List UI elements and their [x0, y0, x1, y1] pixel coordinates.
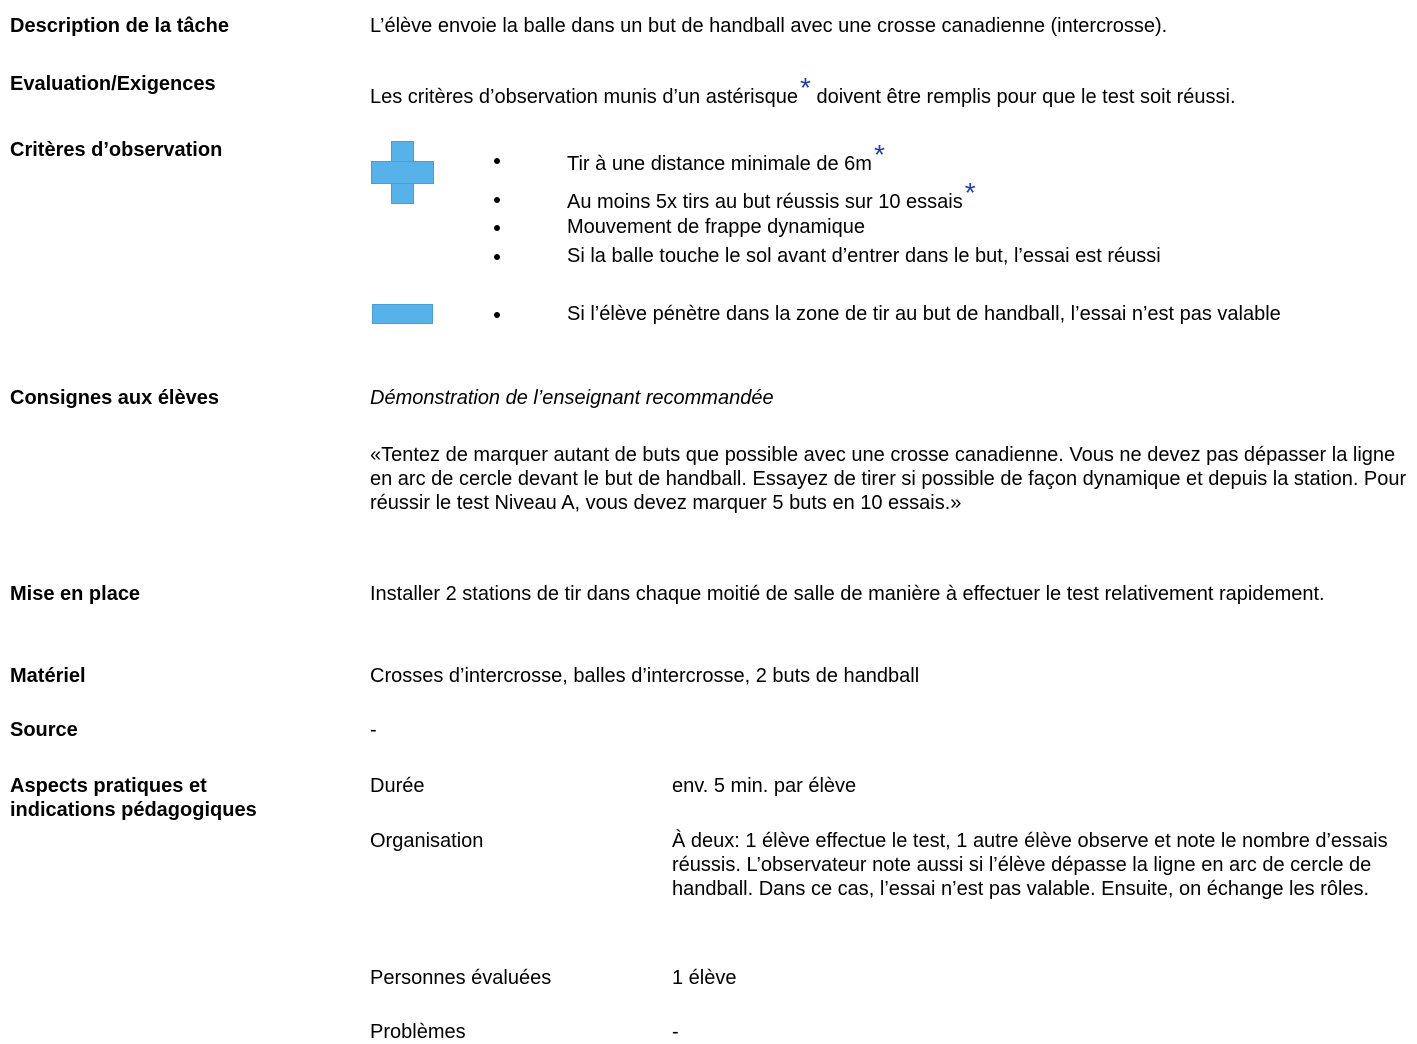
practical-key: Durée — [370, 775, 425, 797]
label-material: Matériel — [10, 665, 86, 687]
label-setup: Mise en place — [10, 583, 141, 605]
instructions-quote: «Tentez de marquer autant de buts que possible avec une crosse canadienne. Vous ne devez pas dépasser la ligne en arc de cercle devant le but de handball. Essayez de tirer si possible de façon dynamique et depuis la station. Pour réussir le test Niveau A, vous devez marquer 5 buts en 10 essais.» — [370, 444, 1407, 514]
value-description: L’élève envoie la balle dans un but de handball avec une crosse canadienne (intercrosse). — [370, 15, 1168, 37]
criteria-item: Mouvement de frappe dynamique — [567, 216, 865, 238]
plus-icon — [371, 141, 433, 203]
practical-value: - — [672, 1021, 679, 1043]
value-source: - — [370, 719, 377, 741]
practical-value: 1 élève — [672, 967, 737, 989]
practical-key: Personnes évaluées — [370, 967, 552, 989]
value-material: Crosses d’intercrosse, balles d’intercrosse, 2 buts de handball — [370, 665, 920, 687]
practical-value: env. 5 min. par élève — [672, 775, 857, 797]
label-description: Description de la tâche — [10, 15, 229, 37]
label-evaluation: Evaluation/Exigences — [10, 73, 216, 95]
evaluation-text: Les critères d’observation munis d’un astérisque — [370, 86, 798, 108]
minus-icon — [372, 304, 433, 324]
practical-key: Organisation — [370, 830, 484, 852]
asterisk-mark: * — [964, 177, 976, 208]
asterisk-mark: * — [873, 139, 885, 170]
label-instructions: Consignes aux élèves — [10, 387, 219, 409]
label-practical: Aspects pratiques et indications pédagogiques — [10, 775, 257, 821]
criteria-item: Si la balle touche le sol avant d’entrer dans le but, l’essai est réussi — [567, 245, 1161, 267]
criteria-item: Tir à une distance minimale de 6m* — [567, 139, 885, 175]
evaluation-text-end: doivent être remplis pour que le test soit réussi. — [810, 86, 1236, 108]
label-source: Source — [10, 719, 78, 741]
practical-value: À deux: 1 élève effectue le test, 1 autre élève observe et note le nombre d’essais réussis. L’observateur note aussi si l’élève dépasse la ligne en arc de cercle de handball. Dans ce cas, l’essai n’est pas valable. Ensuite, on échange les rôles. — [672, 830, 1388, 900]
value-evaluation — [370, 72, 1236, 109]
label-criteria: Critères d’observation — [10, 139, 223, 161]
value-setup: Installer 2 stations de tir dans chaque moitié de salle de manière à effectuer le test relativement rapidement. — [370, 583, 1325, 605]
criteria-item: Si l’élève pénètre dans la zone de tir au but de handball, l’essai n’est pas valable — [567, 303, 1281, 325]
practical-key: Problèmes — [370, 1021, 466, 1043]
criteria-item: Au moins 5x tirs au but réussis sur 10 essais* — [567, 177, 976, 213]
instructions-note: Démonstration de l’enseignant recommandée — [370, 387, 774, 409]
asterisk-mark: * — [800, 72, 811, 103]
